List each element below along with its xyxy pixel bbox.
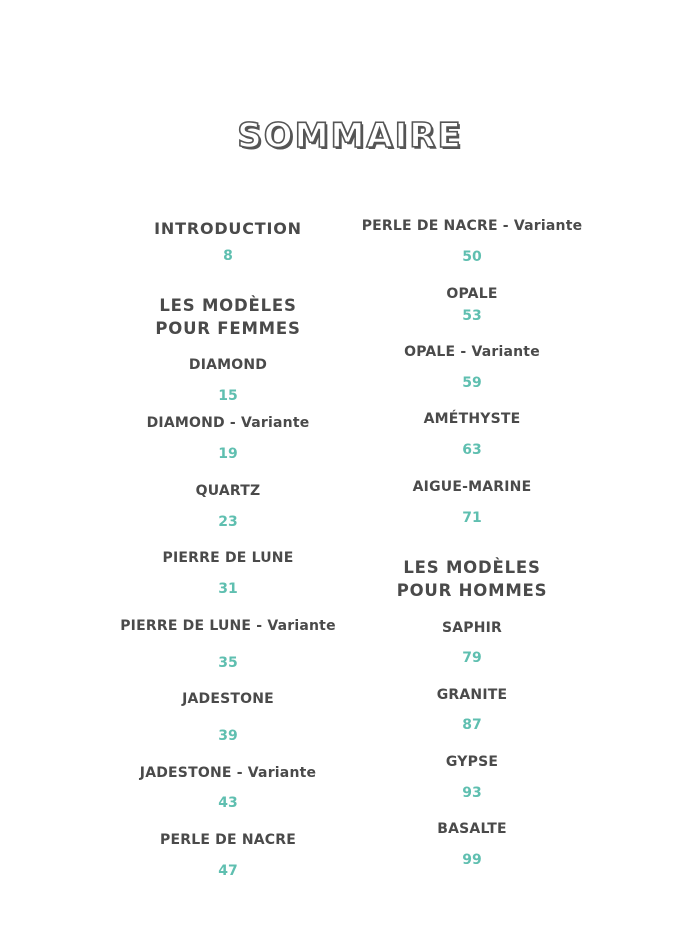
- toc-entry[interactable]: OPALE: [446, 286, 498, 302]
- toc-entry[interactable]: BASALTE: [437, 821, 507, 837]
- toc-page-number: 31: [218, 581, 238, 597]
- toc-page-number: 15: [218, 388, 238, 404]
- toc-section-femmes-line2: POUR FEMMES: [155, 319, 301, 338]
- toc-page-number: 50: [462, 249, 482, 265]
- toc-section-femmes-line1: LES MODÈLES: [159, 296, 297, 315]
- toc-entry[interactable]: PERLE DE NACRE - Variante: [361, 218, 583, 234]
- toc-page-number: 39: [218, 728, 238, 744]
- toc-entry[interactable]: PERLE DE NACRE: [160, 832, 296, 848]
- toc-section-introduction[interactable]: INTRODUCTION: [154, 219, 302, 238]
- toc-entry[interactable]: PIERRE DE LUNE - Variante: [120, 618, 336, 634]
- toc-page-number: 59: [462, 375, 482, 391]
- toc-page-number: 23: [218, 514, 238, 530]
- toc-entry[interactable]: PIERRE DE LUNE: [162, 550, 294, 566]
- toc-page-number: 19: [218, 446, 238, 462]
- toc-section-hommes-line2: POUR HOMMES: [396, 581, 548, 600]
- toc-entry[interactable]: DIAMOND: [188, 357, 268, 373]
- toc-page-number: 35: [218, 655, 238, 671]
- toc-page-number: 93: [462, 785, 482, 801]
- toc-entry[interactable]: DIAMOND - Variante: [146, 415, 310, 431]
- toc-entry[interactable]: GRANITE: [436, 687, 508, 703]
- toc-page-number: 53: [462, 308, 482, 324]
- toc-entry[interactable]: AMÉTHYSTE: [423, 411, 521, 427]
- toc-page-number: 99: [462, 852, 482, 868]
- toc-entry[interactable]: QUARTZ: [195, 483, 261, 499]
- toc-entry[interactable]: GYPSE: [445, 754, 499, 770]
- toc-section-hommes-line1: LES MODÈLES: [403, 558, 541, 577]
- toc-page-number: 47: [218, 863, 238, 879]
- toc-page-number: 71: [462, 510, 482, 526]
- page-title: SOMMAIRE: [237, 116, 463, 156]
- toc-entry[interactable]: JADESTONE - Variante: [139, 765, 317, 781]
- toc-entry[interactable]: AIGUE-MARINE: [412, 479, 532, 495]
- toc-page-number: 87: [462, 717, 482, 733]
- toc-entry[interactable]: OPALE - Variante: [404, 344, 540, 360]
- toc-page-number: 43: [218, 795, 238, 811]
- toc-page-number: 63: [462, 442, 482, 458]
- toc-page-number: 8: [223, 248, 233, 264]
- toc-page-number: 79: [462, 650, 482, 666]
- toc-entry[interactable]: JADESTONE: [182, 691, 274, 707]
- toc-entry[interactable]: SAPHIR: [441, 620, 503, 636]
